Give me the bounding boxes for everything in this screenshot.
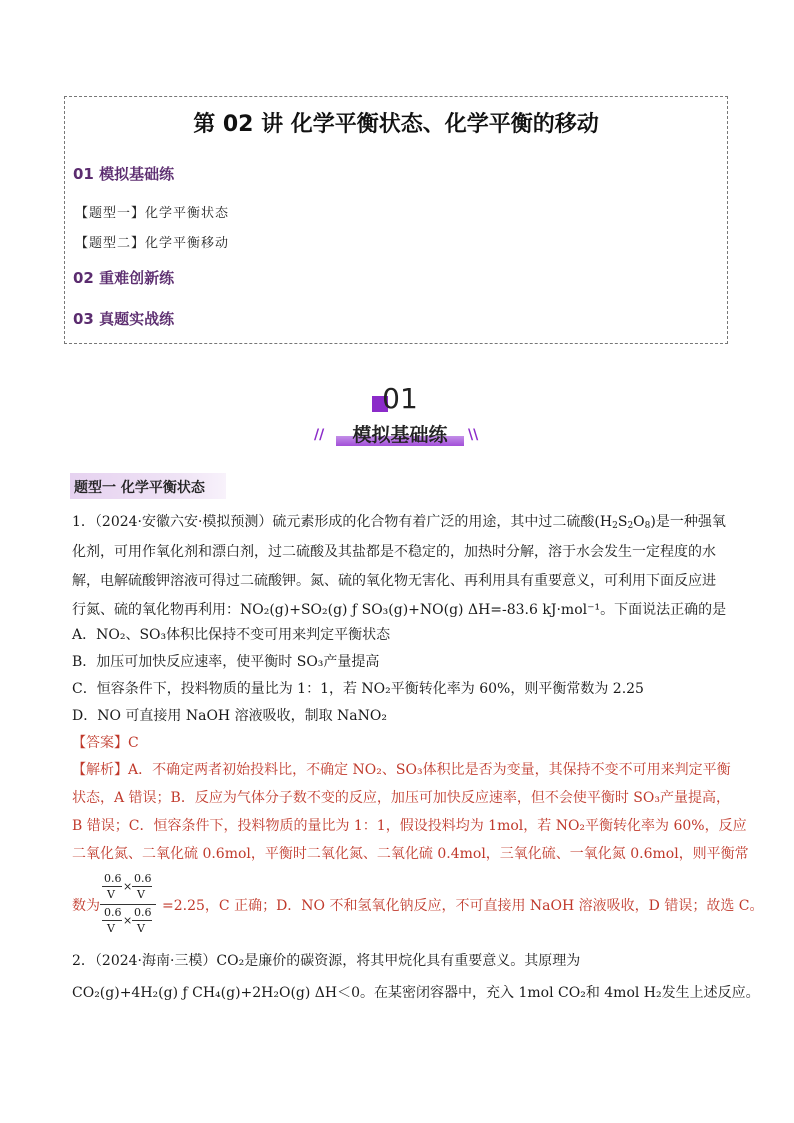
topic-heading-text: 题型一 化学平衡状态	[74, 480, 205, 496]
q1-option-a: A．NO₂、SO₃体积比保持不变可用来判定平衡状态	[72, 627, 391, 643]
q1-line-4: 行氮、硫的氧化物再利用：NO₂(g)+SO₂(g) ƒ SO₃(g)+NO(g) ΔH=-83.6 kJ·mol⁻¹。下面说法正确的是	[72, 602, 727, 618]
q1-line-2: 化剂，可用作氧化剂和漂白剂，过二硫酸及其盐都是不稳定的，加热时分解，溶于水会发生一定程度的水	[72, 544, 716, 560]
toc-section-2[interactable]: 02 重难创新练	[73, 269, 175, 287]
q1-analysis-2: 状态，A 错误；B．反应为气体分子数不变的反应，加压可加快反应速率，但不会使平衡时 SO₃产量提高，	[72, 790, 730, 806]
q1-answer: 【答案】C	[72, 735, 139, 751]
q1-option-c: C．恒容条件下，投料物质的量比为 1：1，若 NO₂平衡转化率为 60%，则平衡常数为 2.25	[72, 681, 644, 697]
banner-number: 01	[382, 382, 418, 415]
toc-subsection-1[interactable]: 【题型一】化学平衡状态	[75, 206, 230, 221]
q1-analysis-3: B 错误；C．恒容条件下，投料物质的量比为 1：1，假设投料均为 1mol，若 NO₂平衡转化率为 60%，反应	[72, 818, 747, 834]
table-of-contents	[64, 96, 728, 344]
q1-analysis-5-prefix: 数为	[72, 898, 100, 914]
q1-line-3: 解，电解硫酸钾溶液可得过二硫酸钾。氮、硫的氧化物无害化、再利用具有重要意义，可利用下面反应进	[72, 573, 716, 589]
document-page: 第 02 讲 化学平衡状态、化学平衡的移动 01 模拟基础练 【题型一】化学平衡状态 【题型二】化学平衡移动 02 重难创新练 03 真题实战练 01 // \\ 模拟基础练 题型一 化学平衡状态 1．（2024·安徽六安·模拟预测）硫元素形成的化合物有着广泛的用途，其中过二硫酸$(H_2S_2O_8)$是一种强氧 化剂，可用作氧化剂和漂白剂，过二硫酸及其盐都是不稳定的，加热时分解，溶于水会发生一定程度的水 解，电解硫酸钾溶液可得过二硫酸钾。氮、硫的氧化物无害化、再利用具有重要意义，可利用下面反应进 行氮、硫的氧化物再利用：NO₂(g)+SO₂(g) ƒ SO₃(g)+NO(g) ΔH=-83.6 kJ·mol⁻¹。下面说法正确的是 A．NO₂、SO₃体积比保持不变可用来判定平衡状态 B．加压可加快反应速率，使平衡时 SO₃产量提高 C．恒容条件下，投料物质的量比为 1：1，若 NO₂平衡转化率为 60%，则平衡常数为 2.25 D．NO 可直接用 NaOH 溶液吸收，制取 NaNO₂ 【答案】C 【解析】A．不确定两者初始投料比，不确定 NO₂、SO₃体积比是否为变量，其保持不变不可用来判定平衡 状态，A 错误；B．反应为气体分子数不变的反应，加压可加快反应速率，但不会使平衡时 SO₃产量提高， B 错误；C．恒容条件下，投料物质的量比为 1：1，假设投料均为 1mol，若 NO₂平衡转化率为 60%，反应 二氧化氮、二氧化硫 0.6mol，平衡时二氧化氮、二氧化硫 0.4mol，三氧化硫、一氧化氮 0.6mol，则平衡常 数为 =2.25，C 正确；D．NO 不和氢氧化钠反应，不可直接用 NaOH 溶液吸收，D 错误；故选 C。 0.6 V × 0.6 V 0.6 V × 0.6 V 2．（2024·海南·三模）CO₂是廉价的碳资源，将其甲烷化具有重要意义。其原理为 CO₂(g)+4H₂(g) ƒ CH₄(g)+2H₂O(g) ΔH＜0。在某密闭容器中，充入 1mol CO₂和 4mol H₂发生上述反应。	[0, 0, 794, 1123]
banner-left-deco: //	[314, 427, 325, 443]
toc-section-1[interactable]: 01 模拟基础练	[73, 165, 175, 183]
toc-section-3[interactable]: 03 真题实战练	[73, 310, 175, 328]
q1-option-d: D．NO 可直接用 NaOH 溶液吸收，制取 NaNO₂	[72, 708, 387, 724]
section-banner	[300, 380, 500, 450]
topic-heading	[70, 473, 226, 499]
q1-analysis-4: 二氧化氮、二氧化硫 0.6mol，平衡时二氧化氮、二氧化硫 0.4mol，三氧化硫、一氧化氮 0.6mol，则平衡常	[72, 846, 749, 862]
toc-subsection-2[interactable]: 【题型二】化学平衡移动	[75, 236, 230, 251]
banner-label: 模拟基础练	[352, 424, 448, 446]
q2-line-2: CO₂(g)+4H₂(g) ƒ CH₄(g)+2H₂O(g) ΔH＜0。在某密闭容器中，充入 1mol CO₂和 4mol H₂发生上述反应。	[72, 985, 760, 1001]
q1-line-1: 1．（2024·安徽六安·模拟预测）硫元素形成的化合物有着广泛的用途，其中过二硫酸$(H_2S_2O_8)$是一种强氧	[72, 514, 726, 531]
page-title: 第 02 讲 化学平衡状态、化学平衡的移动	[193, 112, 599, 137]
q1-analysis-5-rest: =2.25，C 正确；D．NO 不和氢氧化钠反应，不可直接用 NaOH 溶液吸收，D 错误；故选 C。	[162, 898, 764, 914]
q2-line-1: 2．（2024·海南·三模）CO₂是廉价的碳资源，将其甲烷化具有重要意义。其原理为	[72, 953, 581, 969]
q1-option-b: B．加压可加快反应速率，使平衡时 SO₃产量提高	[72, 654, 380, 670]
q1-analysis-1: 【解析】A．不确定两者初始投料比，不确定 NO₂、SO₃体积比是否为变量，其保持不变不可用来判定平衡	[72, 762, 731, 778]
banner-right-deco: \\	[468, 427, 479, 443]
